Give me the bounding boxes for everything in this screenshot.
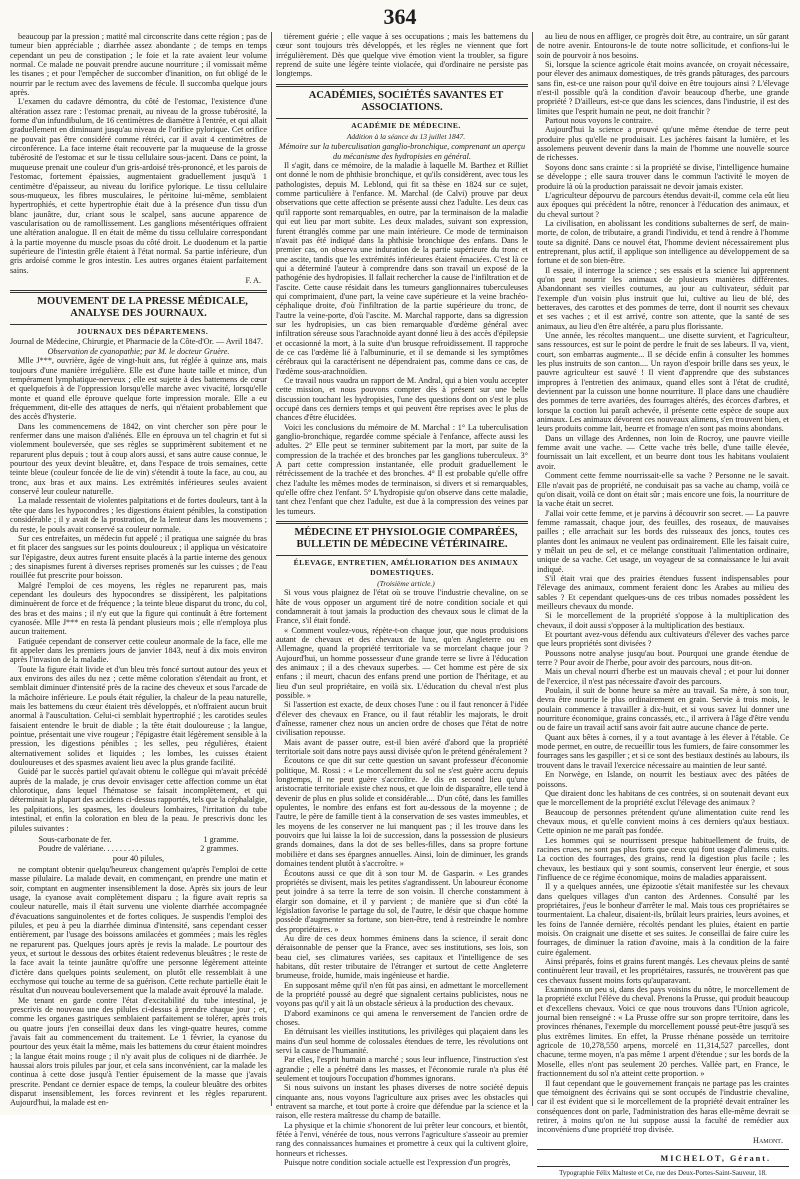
divider <box>276 118 528 119</box>
prescription-amount: 2 grammes. <box>200 844 239 854</box>
paragraph: Fatiguée cependant de conserver cette couleur anormale de la face, elle me fit appeler dans les premiers jours de janvier 1843, neuf à dix mois environ après l'invasion de la maladie. <box>10 636 267 665</box>
divider <box>10 324 267 325</box>
paragraph: Dans les commencemens de 1842, on vint chercher son père pour le renfermer dans une maison d'aliénés. Elle en éprouva un tel chagrin et fut si violemment bouleversée, que ses règles se supprimèrent subitement et ne reparurent plus depuis ; tout à coup alors aussi, et sans autre cause connue, le pourtour des yeux devint bleuâtre, et, dans l'espace de trois semaines, cette teinte bleue (couleur foncée de lie de vin) s'étendit à toute la face, au cou, au tronc, aux bras et aux mains. Les extrémités inférieures seules avaient conservé leur couleur naturelle. <box>10 421 267 497</box>
case-title: Observation de cyanopathie; par M. le docteur Gruère. <box>47 346 230 356</box>
paragraph: La civilisation, en abolissant les conditions subalternes de serf, de main-morte, de colon, de tributaire, a grandi l'individu, et tend à rendre à l'homme toute sa dignité. Dans ce nouvel état, l'homme devient nécessairement plus entreprenant, plus actif, il applique son intelligence au développement de sa fortune et de son bien-être. <box>537 218 789 266</box>
paragraph: Il s'agit, dans ce mémoire, de la maladie à laquelle M. Barthez et Rilliet ont donné le nom de phthisie bronchique, et qu'ils considèrent, avec tous les pathologistes, depuis M. Leblond, qui fit sa thèse en 1824 sur ce sujet, comme particulière à l'enfance. M. Marchal (de Calvi) prouve par deux observations que cette affection se présente aussi chez l'adulte. Les deux cas qu'il rapporte sont remarquables, en outre, par la terminaison de la maladie qui eut lieu par mort subite. Les deux malades, suivant son expression, furent étranglés comme par une main intérieure. Ce mode de terminaison n'avait pas été indiqué dans la phthisie bronchique des enfans. Dans le premier cas, on observa une induration de la partie supérieure du tronc et une ascite, tandis que les extrémités inférieures étaient émaciées. C'est là ce qui a déterminé l'auteur à comprendre dans son travail un exposé de la pathogénie des hydropisies. Il fallait rechercher la cause de l'infiltration et de l'ascite. Cette cause résidait dans les tumeurs ganglionnaires tuberculeuses qui comprimaient, d'une part, la veine cave supérieure et la veine brachéo-céphalique droite, d'où l'infiltration de la partie supérieure du tronc, de l'autre la veine-porte, d'où l'ascite. M. Marchal rapporte, dans sa digression sur les hydropisies, un cas bien remarquable d'œdème général avec infiltration séreuse sous l'arachnoïde ayant donné lieu à des accès d'épilepsie et occasionné la mort, à la suite d'un brusque refroidissement. Il rapproche de ce cas l'œdème lié à l'albuminurie, et il se demande si les symptômes cérébraux qui la caractérisent ne dépendraient pas, comme dans ce cas, de l'œdème sous-arachnoïdien. <box>276 161 529 376</box>
paragraph: Si, lorsque la science agricole était moins avancée, on croyait nécessaire, pour élever des animaux domestiques, de très grands pâturages, des parcours sans fin, est-ce une raison pour qu'il doive en être toujours ainsi ? L'élevage n'est-il possible qu'à la condition d'avoir beaucoup d'herbe, une grande propriété ? D'ailleurs, est-ce que dans les sciences, dans l'industrie, il est des limites que l'esprit humain ne peut, ne doit franchir ? <box>537 60 789 116</box>
author-signature: Hamont. <box>753 1135 783 1145</box>
subsection-title: ACADÉMIE DE MÉDECINE. <box>351 120 461 130</box>
column-1 <box>10 32 267 1106</box>
paragraph: tièrement guérie ; elle vaque à ses occupations ; mais les battemens du cœur sont toujours très développés, et les règles ne viennent que fort irrégulièrement. Dès que quelque vive émotion vient la troubler, sa figure reprend de suite une légère teinte violacée, qui d'ordinaire ne persiste pas longtemps. <box>276 32 528 79</box>
paragraph: Me tenant en garde contre l'état d'excitabilité du tube intestinal, je prescrivis de nouveau une des pilules ci-dessus à prendre chaque jour ; et, comme les organes gastriques semblaient parfaitement se tolérer, après trois ou quatre jours j'en conseillai deux dans les vingt-quatre heures, comme j'avais fait au commencement du traitement. Le 1 février, la cyanose du pourtour des yeux était la même, mais les battemens du cœur étaient moindres ; la langue était moins rouge ; il n'y avait plus de coliques ni de diarrhée. Je haussai alors trois pilules par jour, et cela sans inconvénient, car la malade les continua à cette dose jusqu'à l'entier épuisement de la masse que j'avais prescrite. Pendant ce dernier espace de temps, la couleur bleuâtre des orbites disparut insensiblement, les forces revinrent et les règles reparurent. Aujourd'hui, la malade est en- <box>10 995 267 1108</box>
paragraph: Par elles, l'esprit humain a marché ; sous leur influence, l'instruction s'est agrandie ; elle a pénétré dans les masses, et l'économie rurale n'a plus été seulement et toujours l'occupation d'hommes ignorans. <box>276 1055 528 1084</box>
prescription-item: pour 40 pilules, <box>112 853 165 863</box>
paragraph: En supposant même qu'il n'en fût pas ainsi, en admettant le morcellement de la propriété poussé au degré que signalent certains publicistes, nous ne voyons pas qu'il y ait là un obstacle sérieux à la production des chevaux. <box>276 980 528 1009</box>
journal-reference: Journal de Médecine, Chirurgie, et Pharmacie de la Côte-d'Or. — Avril 1847. <box>10 336 263 346</box>
prescription-item: Sous-carbonate de fer. <box>38 834 112 844</box>
paragraph: Malgré l'emploi de ces moyens, les règles ne reparurent pas, mais cependant les douleurs des hypocondres se dissipèrent, les palpitations diminuèrent de force et de fréquence ; la teinte bleue disparut du tronc, du col, des bras et des mains ; il n'y eut que la figure qui continuât à être fortement cyanosée. Mlle J*** en resta là pendant plusieurs mois ; elle n'employa plus aucun traitement. <box>10 580 267 637</box>
paragraph: Au dire de ces deux hommes éminens dans la science, il serait donc déraisonnable de penser que la France, avec ses institutions, ses lois, son beau ciel, ses climatures variées, ses capitaux et l'intelligence de ses habitans, dût rester tributaire de l'étranger et surtout de cette Angleterre brumeuse, froide, humide, mais ingénieuse et hardie. <box>276 933 528 981</box>
paragraph: Il essaie, il interroge la science ; ses essais et la science lui apprennent qu'on peut nourrir les animaux de plusieurs manières différentes. Abandonnant ses vieilles coutumes, au jour au cultivateur, séduit par l'exemple d'un voisin plus instruit que lui, cultive au lieu de blé, des betteraves, des carottes et des pommes de terre, dont il nourrit ses chevaux et ses vaches ; et il est arrivé, contre son attente, que la santé de ses animaux, au lieu d'en être altérée, a paru plus florissante. <box>537 265 789 331</box>
paragraph: Poussons notre analyse jusqu'au bout. Pourquoi une grande étendue de terre ? Pour avoir de l'herbe, pour avoir des parcours, nous dit-on. <box>537 648 789 668</box>
paragraph: La malade ressentait de violentes palpitations et de fortes douleurs, tant à la tête que dans les hypocondres ; les digestions étaient pénibles, la constipation considérable ; il y avait de la prostration, de la lenteur dans les mouvemens ; du reste, le pouls avait conservé sa couleur normale. <box>10 496 267 534</box>
paragraph: Écoutons aussi ce que dit à son tour M. de Gasparin. « Les grandes propriétés se divisent, mais les petites s'agrandissent. Un laboureur économe peut joindre à sa terre la terre de son voisin. Il cherche constamment à élargir son domaine, et il y parvient ; de manière que si d'un côté la législation favorise le partage du sol, de l'autre, le désir que chaque homme possède d'augmenter sa fortune, son bien-être, tend à restreindre le nombre des propriétaires. » <box>276 868 528 934</box>
section-title: MOUVEMENT DE LA PRESSE MÉDICALE, ANALYSE DES JOURNAUX. <box>37 296 248 320</box>
section-title: MÉDECINE ET PHYSIOLOGIE COMPARÉES, BULLETIN DE MÉDECINE VÉTÉRINAIRE. <box>294 527 518 551</box>
paragraph: En détruisant les vieilles institutions, les privilèges qui plaçaient dans les mains d'un seul homme de colossales étendues de terre, les révolutions ont servi la cause de l'humanité. <box>276 1027 528 1056</box>
paragraph: Quant aux bêtes à cornes, il y a tout avantage à les élever à l'étable. Ce mode permet, en outre, de recueillir tous les fumiers, de faire consommer les fourrages sans les gaspiller ; et si ce sont des bestiaux destinés au labours, ils trouvent dans le travail l'exercice nécessaire au maintien de leur santé. <box>537 732 789 770</box>
paragraph: Et pourtant avez-vous défendu aux cultivateurs d'élever des vaches parce que leurs propriétés sont divisées ? <box>537 630 789 649</box>
divider <box>276 84 528 87</box>
paragraph: J'allai voir cette femme, et je parvins à découvrir son secret. — La pauvre femme ramassait, chaque jour, des feuilles, des roseaux, de mauvaises pailles ; elle arrachait sur les bords des ruisseaux des joncs, toutes ces plantes dont les animaux ne veulent pas ordinairement. Elle les faisait cuire, y mêlait un peu de sel, et ce mélange constituait l'alimentation ordinaire, unique de sa vache. Cet usage, un voyageur de sa connaissance le lui avait indiqué. <box>537 508 789 574</box>
paragraph: L'agriculteur dépourvu de parcours étendus devait-il, comme cela eût lieu aux époques qui précèdent la nôtre, renoncer à l'éducation des animaux, et du cheval surtout ? <box>537 190 789 219</box>
paragraph: Guidé par le succès partiel qu'avait obtenu le collègue qui m'avait précédé auprès de la malade, je crus devoir envisager cette affection comme un état chlorotique, dans lequel l'hématose se faisait incomplètement, et qui déterminait la plupart des accidens ci-dessus rapportés, tels que la céphalalgie, les palpitations, les spasmes, les douleurs lombaires, l'irritation du tube intestinal, et enfin la coloration en bleu de la peau. Je prescrivis donc les pilules suivantes : <box>10 767 267 833</box>
paragraph: Sur ces entrefaites, un médecin fut appelé ; il pratiqua une saignée du bras et fit placer des sangsues sur les points douloureux ; il appliqua un vésicatoire sur l'épigastre, deux autres furent ensuite placés à la partie interne des genoux ; des sinapismes furent à diverses reprises promenés sur les cuisses ; de l'eau rouillée fut prescrite pour boisson. <box>10 533 267 581</box>
paragraph: Beaucoup de personnes prétendent qu'une alimentation cuite rend les chevaux mous, et qu'elle convient moins à ces derniers qu'aux bestiaux. Cette opinion ne me paraît pas fondée. <box>537 807 789 836</box>
section-title: ACADÉMIES, SOCIÉTÉS SAVANTES ET ASSOCIATIONS. <box>308 89 504 113</box>
paragraph: Examinons un peu si, dans des pays voisins du nôtre, le morcellement de la propriété exclut l'élève du cheval. Prenons la Prusse, qui produit beaucoup et d'excellens chevaux. Voici ce que nous trouvons dans l'Union agricole, journal bien renseigné : « La Prusse offre sur son propre territoire, dans les provinces rhénanes, l'exemple du morcellement poussé peut-être jusqu'à ses plus extrêmes limites. En effet, la Prusse rhénane possède un territoire agricole de 10,278,550 arpens, morcelé en 11,314,527 parcelles, dont chacune, terme moyen, n'a pas même 1 arpent d'étendue ; sur les bords de la Moselle, elles n'ont pas seulement 20 perches. Vallée part, en France, le fractionnement du sol n'a atteint cette proportion. » <box>537 985 789 1079</box>
subsection-title: JOURNAUX DES DÉPARTEMENS. <box>76 327 209 337</box>
columns <box>10 32 790 1178</box>
prescription <box>39 835 239 863</box>
page-number: 364 <box>383 4 417 29</box>
paragraph: Si vous vous plaignez de l'état où se trouve l'industrie chevaline, on se hâte de vous opposer un argument tiré de notre condition sociale et qui condamnerait à tout jamais la production des chevaux sous le climat de la France, s'il était fondé. <box>276 588 528 626</box>
paragraph: Si nous suivons un instant les phases diverses de notre société depuis cinquante ans, nous voyons l'agriculture aux prises avec les obstacles qui entravent sa marche, et tout porte à croire que défendue par la science et la raison, elle restera maîtresse du champ de bataille. <box>276 1083 528 1121</box>
paragraph: L'examen du cadavre démontra, du côté de l'estomac, l'existence d'une altération assez rare : l'estomac prenait, au niveau de la grosse tubérosité, la forme d'un infundibulum, de 16 centimètres de diamètre à l'entrée, et qui allait graduellement en diminuant jusqu'au niveau de l'orifice pylorique. Cet orifice ne pouvait pas être considéré comme rétréci, car il avait 4 centimètres de circonférence. La face interne était recouverte par la muqueuse de la grosse tubérosité de l'estomac et sur le tissu cellulaire sous-jacent. Dans ce point, la muqueuse prenait une couleur d'un gris-ardoisé très-prononcé, et les parois de l'estomac, fortement épaissies, augmentaient graduellement jusqu'à 1 centimètre d'épaisseur, au niveau du lorifice pylorique. Le tissu cellulaire sous-muqueux, les fibres musculaires, le péritoine lui-même, semblaient hypertrophiés, et cette hypertrophie était due à la présence d'un tissu d'un blanc jaunâtre, dur, criant sous le scalpel, sans aucune apparence de vascularisation ou de ramollissement. Les ganglions mésentériques offraient une altération analogue. Il en était de même du tissu cellulaire correspondant à la partie moyenne du muscle psoas du côté droit. Le duodenum et la partie supérieure de l'intestin grêle étaient à l'état normal. Sa partie inférieure, d'un gris ardoisé comme le gros intestin. Les autres organes étaient parfaitement sains. <box>10 97 267 275</box>
paragraph: Que diraient donc les habitans de ces contrées, si on soutenait devant eux que le morcellement de la propriété exclut l'élevage des animaux ? <box>537 788 789 808</box>
prescription-row <box>39 835 239 844</box>
paragraph: Il y a quelques années, une épizootie s'était manifestée sur les chevaux dans quelques villages d'un canton des Ardennes. Consulté par les propriétaires, j'eus le bonheur d'arrêter le mal. Mais tous ces propriétaires se tourmentaient. La chaleur, disaient-ils, brûlait leurs prairies, leurs avoines, et les foins de l'année dernière, récoltés pendant les pluies, étaient en partie moisis. On craignait une disette et ses suites. Je conseillai de faire cuire les fourrages, de diminuer la ration d'avoine, mais à la condition de la faire cuire également. <box>537 882 789 957</box>
article-note: (Troisième article.) <box>377 578 435 588</box>
paragraph: ne comptant obtenir quelqu'heureux changement qu'après l'emploi de cette masse pilulaire. La malade devait, en commençant, en prendre une matin et soir, comptant en augmenter insensiblement la dose. Après six jours de leur usage, la cyanose avait complètement disparu ; la figure avait repris sa couleur naturelle, mais il était survenu une violente diarrhée accompagnée d'évacuations sanguinolentes et de fortes coliques. Je suspendis l'emploi des pilules, et peu à peu la diarrhée diminua d'intensité, sans cependant cesser entièrement, par l'usage des boissons amilacées et gommées ; mais les règles ne reparurent pas. Quelques jours après je revis la malade. Le pourtour des yeux, et surtout le dessous des orbites étaient redevenus bleuâtres ; le reste de la face avait la teinte jaunâtre qu'offre une personne légèrement atteinte d'ictère dans quelques points seulement, on plutôt elle ressemblait à une ecchymose qui touche au terme de sa guérison. Cette rechute partielle était le résultat d'un nouveau bouleversement que la malade avait éprouvé la malade. <box>10 864 267 996</box>
subsection-title: ÉLEVAGE, ENTRETIEN, AMÉLIORATION DES ANIMAUX DOMESTIQUES. <box>293 558 519 577</box>
session-date: Addition à la séance du 13 juillet 1847. <box>346 132 466 142</box>
paragraph: Mais un cheval nourri d'herbe est un mauvais cheval ; et pour lui donner de l'exercice, il n'est pas nécessaire d'avoir des parcours. <box>537 667 789 686</box>
paragraph: Mais avant de passer outre, est-il bien avéré d'abord que la propriété territoriale soit dans notre pays aussi divisée qu'on le prétend généralement ? <box>276 737 528 757</box>
paragraph: Partout nous voyons le contraire. <box>545 116 654 126</box>
article-signature: F. A. <box>245 275 261 285</box>
paragraph: beaucoup par la pression ; matité mal circonscrite dans cette région ; pas de tumeur bien appréciable ; diarrhée assez abondante ; de temps en temps cependant un peu de constipation ; le foie et la rate avaient leur volume normal. Ce malade ne pouvait prendre aucune nourriture ; il vomissait même les tisanes ; et pour l'empêcher de succomber d'inanition, on fut obligé de le nourrir par le rectum avec des lavemens de fécule. Il succomba quelque jours après. <box>10 32 267 98</box>
printer-line: Typographie Félix Malteste et Ce, rue des Deux-Portes-Saint-Sauveur, 18. <box>537 1166 789 1178</box>
paragraph: Si le morcellement de la propriété s'oppose à la multiplication des chevaux, il doit aussi s'opposer à la multiplication des bestiaux. <box>537 611 789 630</box>
column-3 <box>532 32 789 1178</box>
paragraph: Toute la figure était livide et d'un bleu très foncé surtout autour des yeux et aux environs des ailes du nez ; cette même coloration s'étendait au front, et semblait diminuer d'intensité près de la racine des cheveux et sous l'arcade de la mâchoire inférieure. Le pouls était régulier, la chaleur de la peau naturelle, mais les battemens du cœur étaient très développés, et n'offraient aucun bruit anormal à l'auscultation. Celui-ci semblait hypertrophié ; les carotides seules faisaient entendre le bruit de diable ; la tête était douloureuse ; la langue, pointue, présentait une vive rougeur ; l'épigastre était légèrement sensible à la pression, les digestions pénibles ; les selles, peu régulières, étaient alternativement solides et liquides ; les lombes, les cuisses étaient douloureuses et des spasmes avaient lieu avec la plus grande facilité. <box>10 664 267 768</box>
gerant-signature <box>537 1154 789 1163</box>
paragraph: Une année, les récoltes manquent... une disette survient, et l'agriculteur, sans ressources, est sur le point de perdre le fruit de ses labeurs. Il va, vient, court, son embarras augmente... Il se décide enfin à consulter les hommes les plus instruits de son canton.... Un rayon d'espoir brille dans ses yeux, le pauvre agriculteur est sauvé ! Il vient d'apprendre que des substances impropres à l'entretien des animaux, quand elles sont à l'état de crudité, deviennent par la cuisson une bonne nourriture. Il place dans une chaudière des pommes de terre avariées, des fourrages altérés, des écorces d'arbres, et lorsque la coction lui paraît achevée, il présente cette espèce de soupe aux animaux. Les animaux dévorent ces nouveaux alimens, s'en trouvent bien, et leurs produits comme lait, beurre et fromage n'en sont pas moins abondans. <box>537 331 789 434</box>
paragraph: Les hommes qui se nourrissent presque habituellement de fruits, de racines crues, ne sont pas plus forts que ceux qui font usage d'alimens cuits. La coction des fourrages, des grains, rend la digestion plus facile ; les chevaux, les bestiaux qui y sont soumis, conservent leur énergie, et sous l'influence de ce régime économique, moins de maladies apparaissent. <box>537 835 789 882</box>
paragraph: Ce travail nous vaudra un rapport de M. Andral, qui a bien voulu accepter cette mission, et nous pouvons compter dès à présent sur une belle discussion touchant les hydropisies, l'une des questions dont on s'est le plus occupé dans ces derniers temps et qui peuvent être reprises avec le plus de chances d'être élucidées. <box>276 376 528 423</box>
paragraph: D'abord examinons ce qui amena le renversement de l'ancien ordre de choses. <box>276 1008 528 1027</box>
divider <box>537 1149 789 1150</box>
gerant-label: Gérant. <box>729 1153 771 1163</box>
paragraph: au lieu de nous en affliger, ce progrès doit être, au contraire, un sûr garant de notre avenir. Entourons-le de toute notre sollicitude, et confions-lui le soin de pourvoir à nos besoins. <box>537 32 789 60</box>
paragraph: Mlle J***, ouvrière, âgée de vingt-huit ans, fut réglée à quinze ans, mais toujours d'une manière irrégulière. Elle est d'une haute taille et mince, d'un tempérament lymphatique-nerveux ; elle est sujette à des battemens de cœur et quelquefois à de l'oppression lorsqu'elle marche avec vivacité, lorsqu'elle monte et quand elle éprouve quelque forte impression morale. Elle a eu fréquemment, dit-elle des attaques de nerfs, qui n'étaient probablement que des accès d'hysterie. <box>10 356 267 422</box>
paragraph: Dans un village des Ardennes, non loin de Rocroy, une pauvre vieille femme avait une vache. — Cette vache très belle, d'une taille élevée, fournissait un lait excellent, et un beurre dont tous les habitans voulaient avoir. <box>537 433 789 471</box>
paragraph: Voici les conclusions du mémoire de M. Marchal : 1° La tuberculisation ganglio-bronchique, regardée comme spéciale à l'enfance, affecte aussi les adultes. 2° Elle peut se terminer subitement par la mort, par suite de la compression de la trachée et des bronches par les ganglions tuberculeux. 3° A part cette compression instantanée, elle produit graduellement le rétrécissement de la trachée et des bronches. 4° Il est probable qu'elle offre chez l'adulte les mêmes modes de terminaison, si divers et si remarquables, qu'elle offre chez l'enfant. 5° L'hydropisie qu'on observe dans cette maladie, tant chez l'enfant que chez l'adulte, est due à la compression des veines par les tumeurs. <box>276 422 528 516</box>
paragraph: Si l'assertion est exacte, de deux choses l'une : ou il faut renoncer à l'idée d'élever des chevaux en France, ou il faut rétablir les majorats, le droit d'aînesse, ramener chez nous un ancien ordre de choses que l'état de notre civilisation repousse. <box>276 700 528 738</box>
paragraph: « Comment voulez-vous, répète-t-on chaque jour, que nous produisions autant de chevaux et des chevaux de luxe, qu'en Angleterre ou en Allemagne, quand la propriété territoriale va se morcelant chaque jour ? Aujourd'hui, un homme possesseur d'une grande terre se livre à l'éducation des animaux ; il a des chevaux superbes. — Cet homme est père de six enfans ; il meurt, chacun des enfans prend une portion de l'héritage, et au lieu d'un seul propriétaire, en voilà six. L'éducation du cheval n'est plus possible. » <box>276 625 528 700</box>
paragraph: Ainsi préparés, foins et grains furent mangés. Les chevaux pleins de santé continuèrent leur travail, et les propriétaires, rassurés, ne trouvèrent pas que ces chevaux fussent moins forts qu'auparavant. <box>537 957 789 985</box>
paragraph: Comment cette femme nourrissait-elle sa vache ? Personne ne le savait. Elle n'avait pas de propriété, ne conduisait pas sa vache au champ, voilà ce qu'on disait, voilà ce dont on était sûr ; mais encore une fois, la nourriture de la vache était un secret. <box>537 471 789 509</box>
paragraph: Écoutons ce que dit sur cette question un savant professeur d'économie politique, M. Rossi : « Le morcellement du sol ne s'est guère accru depuis longtemps, il ne peut guère s'accroître. Je dis en second lieu qu'une aristocratie territoriale existe chez nous, et que loin de disparaître, elle tend à devenir de plus en plus solide et considérable.... D'un côté, dans les familles opulentes, le nombre des enfans est fort au-dessous de la moyenne ; de l'autre, le père de famille tient à la conservation de ses vastes immeubles, et les moyens de les conserver ne lui manquent pas ; il les trouve dans les pouvoirs que lui laisse la loi de succession, dans la possession de plusieurs grands domaines, dans la dot de ses belles-filles, dans sa propre fortune mobilière et dans ses épargnes annuelles. Ainsi, loin de diminuer, les grands domaines tendent plutôt à s'accroître. » <box>276 756 528 869</box>
paragraph: En Norwège, en Islande, on nourrit les bestiaux avec des pâtées de poissons. <box>537 770 789 789</box>
divider <box>276 555 528 556</box>
divider <box>276 521 528 524</box>
paragraph: La physique et la chimie s'honorent de lui prêter leur concours, et bientôt, fêtée à l'envi, vénérée de tous, nous verrons l'agriculture s'asseoir au premier rang des connaissances humaines et promettre à ceux qui la cultivent gloire, honneurs et richesses. <box>276 1120 528 1158</box>
prescription-item: Poudre de valériane. . . . . . . . . . <box>38 844 143 854</box>
paragraph: Soyons donc sans crainte : si la propriété se divise, l'intelligence humaine se développe ; elle saura trouver dans le commun l'activité le moyen de produire là où la production paraissait ne devoir jamais exister. <box>537 162 789 191</box>
prescription-amount: 1 gramme. <box>203 834 239 844</box>
divider <box>10 290 267 293</box>
prescription-row <box>39 854 239 863</box>
paragraph: Puisque notre condition sociale actuelle est l'expression d'un progrès, <box>284 1158 511 1168</box>
paragraph: S'il était vrai que des prairies étendues fussent indispensables pour l'élevage des animaux, comment feraient donc les Arabes au milieu des sables ? Et cependant quelques-uns de ces tribus nomades possèdent les meilleurs chevaux du monde. <box>537 573 789 611</box>
gerant-name: MICHELOT, <box>660 1153 726 1163</box>
memoire-title: Mémoire sur la tuberculisation ganglio-bronchique, comprenant un aperçu du mécanisme des hydropisies en général. <box>278 142 526 161</box>
paragraph: Poulain, il suit de bonne heure sa mère au travail. Sa mère, à son tour, devra être nourrie le plus ordinairement en grain. Servie à trois mois, le poulain commence à travailler à dix-huit, et si vous savez lui donner une nourriture économique, grains concassés, etc., il arrivera à l'âge d'être vendu ou de faire un travail actif sans avoir fait autre aucune chance de perte. <box>537 686 789 733</box>
column-2 <box>271 32 529 1168</box>
paragraph: Aujourd'hui la science a prouvé qu'une même étendue de terre peut produire plus qu'elle ne produisait. Les jachères faisant la lumière, et les assolemens peuvent devenir dans la main de l'homme une nouvelle source de richesses. <box>537 125 789 163</box>
prescription-row <box>39 844 239 853</box>
paragraph: Il faut cependant que le gouvernement français ne partage pas les craintes que témoignent des écrivains qui se sont occupés de l'industrie chevaline, car il est évident que si le morcellement de la propriété devait entraîner les conséquences dont on parle, l'administration des haras elle-même devrait se retirer, à moins qu'on ne lui suppose aussi la faculté de remédier aux inconvéniens d'une propriété trop divisée. <box>537 1078 789 1135</box>
